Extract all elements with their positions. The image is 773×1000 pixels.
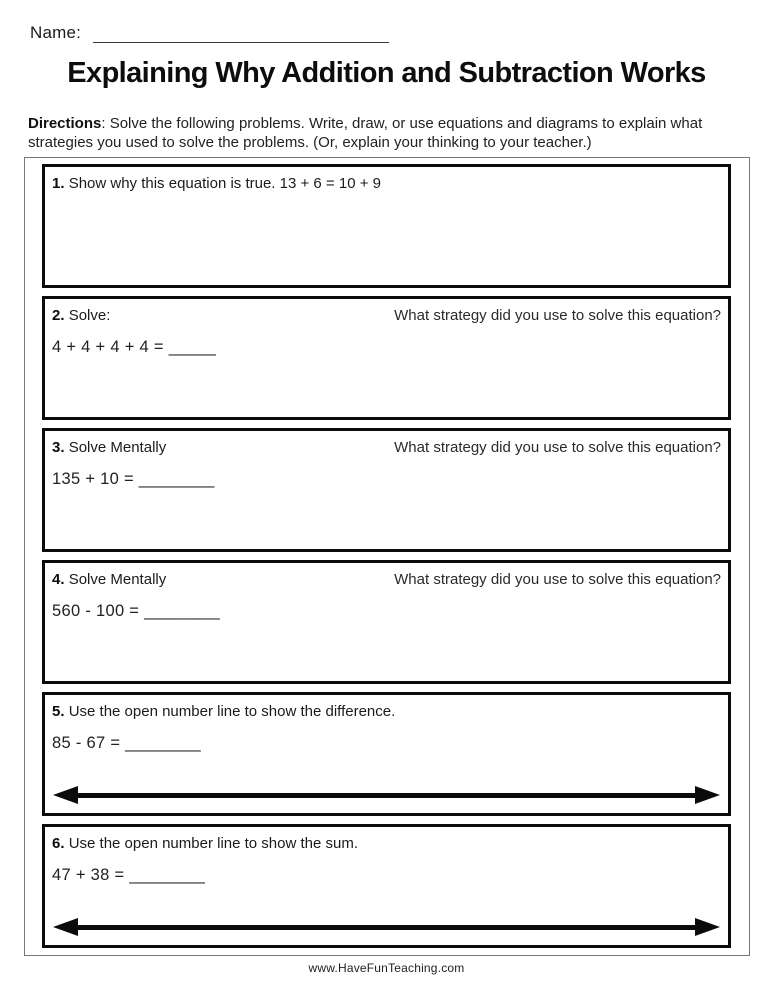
problem-box-5 bbox=[42, 692, 731, 816]
name-label: Name: bbox=[30, 23, 82, 42]
page-title: Explaining Why Addition and Subtraction Works bbox=[67, 57, 706, 89]
problems-frame bbox=[24, 157, 750, 956]
problem-5-number: 5. bbox=[52, 703, 65, 720]
problem-2-equation: 4 + 4 + 4 + 4 = _____ bbox=[52, 338, 217, 356]
problem-6-number: 6. bbox=[52, 835, 65, 852]
directions-label: Directions bbox=[28, 115, 102, 132]
problem-4-prompt: 4. Solve Mentally bbox=[52, 571, 167, 588]
footer-url: www.HaveFunTeaching.com bbox=[308, 961, 465, 975]
number-line-arrow bbox=[53, 786, 720, 805]
problem-2-number: 2. bbox=[52, 307, 65, 324]
problem-4-strategy-question: What strategy did you use to solve this equation? bbox=[394, 571, 721, 588]
name-row bbox=[30, 23, 389, 43]
problem-box-4 bbox=[42, 560, 731, 684]
problem-3-strategy-question: What strategy did you use to solve this equation? bbox=[394, 439, 721, 456]
problem-4-number: 4. bbox=[52, 571, 65, 588]
problem-6-prompt: 6. Use the open number line to show the sum. bbox=[52, 835, 359, 852]
problem-2-prompt: 2. Solve: bbox=[52, 307, 111, 324]
arrowhead-right-icon bbox=[695, 918, 720, 936]
problem-1-prompt: 1. Show why this equation is true. 13 + 6 = 10 + 9 bbox=[52, 175, 381, 192]
directions-body: : Solve the following problems. Write, draw, or use equations and diagrams to explain what strategies you used to solve the problems. (Or, explain your thinking to your teacher.) bbox=[28, 115, 703, 151]
number-line-bar bbox=[69, 925, 704, 930]
problem-2-strategy-question: What strategy did you use to solve this equation? bbox=[394, 307, 721, 324]
problem-6-equation: 47 + 38 = ________ bbox=[52, 866, 206, 884]
problem-3-prompt: 3. Solve Mentally bbox=[52, 439, 167, 456]
problem-box-3 bbox=[42, 428, 731, 552]
number-line-bar bbox=[69, 793, 704, 798]
problem-4-equation: 560 - 100 = ________ bbox=[52, 602, 220, 620]
problem-3-equation: 135 + 10 = ________ bbox=[52, 470, 215, 488]
problem-5-prompt: 5. Use the open number line to show the difference. bbox=[52, 703, 396, 720]
directions-text bbox=[28, 114, 742, 152]
arrowhead-right-icon bbox=[695, 786, 720, 804]
problem-5-equation: 85 - 67 = ________ bbox=[52, 734, 201, 752]
name-blank-line bbox=[93, 24, 389, 43]
problem-box-6 bbox=[42, 824, 731, 948]
problem-3-number: 3. bbox=[52, 439, 65, 456]
problem-box-1 bbox=[42, 164, 731, 288]
problem-1-number: 1. bbox=[52, 175, 65, 192]
problem-box-2 bbox=[42, 296, 731, 420]
number-line-arrow bbox=[53, 918, 720, 937]
